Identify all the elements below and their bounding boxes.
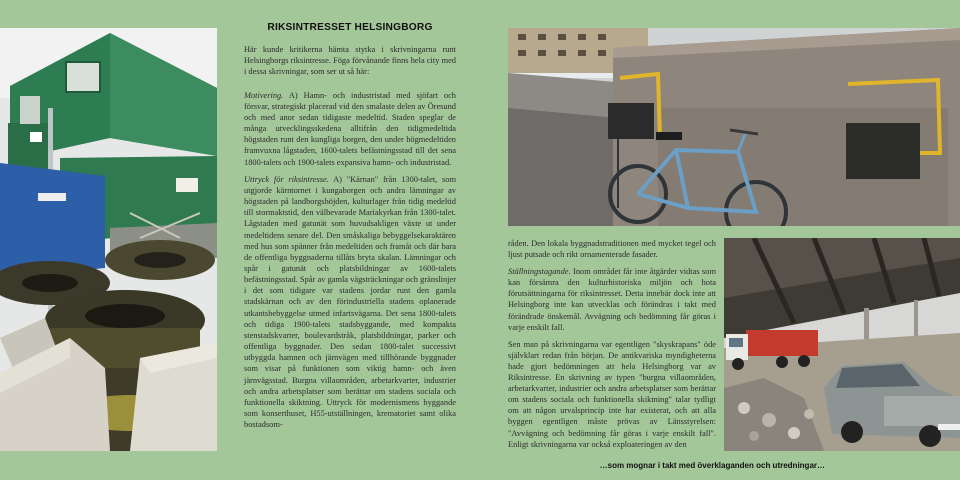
article-heading: RIKSINTRESSET HELSINGBORG [267,22,433,33]
motivering-lead: Motivering. [244,90,284,100]
article-column-left [244,22,456,436]
photo-bicycle-wall [508,28,960,226]
uttryck-paragraph [244,174,456,431]
analysis-paragraph: Sen man på skrivningarna var egentligen "skyskrapans" öde självklart redan från början. De antikvariska myndigheterna hade gjort bedömningen att hela Helsingborg var av Riksintresse. En skrivning av typen "burgna villaområden, arbetarkvarter, industrier och andra arbetsplatser som berättar om stadens sociala och funktionella skiktning" talar tydligt om att någon urvalsprincip inte har existerat, och att alla byggen egentligen måste prövas av Länsstyrelsen: "Avvägning och bedömning får göras i varje enskilt fall". Enligt skrivningarna var också exploateringen av den [508,339,716,449]
footer-caption: …som mognar i takt med överklaganden och utredningar… [599,461,825,470]
motivering-text: A) Hamn- och industristad med sjöfart och försvar, strategiskt placerad vid den smalaste delen av Öresund och med anor sedan tidigaste medeltid. Staden speglar de många utvecklingsskedena alltifrån den tidigmedeltida högstaden runt den kungliga borgen, den under högmedeltiden framvuxna lågstaden, 1600-talets befästningsstad till det sena 1800-talets och 1900-talets expansiva hamn- och industristad. [244,90,456,167]
stallningstagande-lead: Ställningstagande. [508,267,571,277]
continuation-paragraph: råden. Den lokala byggnadstraditionen med mycket tegel och ljust putsade och rikt ornamenterade fasader. [508,239,716,260]
stallningstagande-text: Inom området får inte åtgärder vidtas som kan försämra den kulturhistoriska miljön och hota förutsättningarna för riksintresset. Detta innebär dock inte att Helsingborg inte kan utvecklas och förändras i takt med förändrade önskemål. Avvägning och bedömning får göras i varje enskilt fall. [508,267,716,332]
motivering-paragraph [244,90,456,168]
article-column-right [508,238,716,456]
uttryck-lead: Uttryck för riksintresse. [244,174,329,184]
photo-bridge-truck-car [724,238,960,451]
photo-containers-tyres [0,28,217,451]
stallningstagande-paragraph [508,266,716,333]
intro-paragraph: Här kunde kritikerna hämta stytka i skrivningarna runt Helsingborgs riksintresse. Föga förvånande finns hela city med i dessa skrivningar, som ser ut så här: [244,45,456,77]
uttryck-text: A) "Kärnan" från 1300-talet, som utgjorde kärntornet i kungaborgen och andra lämningar av högstaden på landborgshöjden, kulturlager från tidig medeltid till stormaktstid, den välbevarade Mariakyrkan från 1300-talet. Lågstaden med gatunät som huvudsakligen växte ut under medeltidens senare del. Den småskaliga bebyggelsekaraktären med hus som spänner från medeltiden och framåt och där bara de offentliga byggnaderna tillåts bryta skalan. Lämningar och spår i gatunät och platsbildningar av 1600-talets befästningsstad. Spår av gamla vägsträckningar och gränslinjer i det som tidigare var stadens jordar runt den gamla stadskärnan och av den förindustriella stadens oplanerade utkantsbebyggelse utmed infartsvägarna. Det sena 1800-talets och tidiga 1900-talets stadsbyggande, med kompakta stenstadskvarter, boulevardstråk, platsbildningar, parker och offentliga byggnader. Den sedan 1800-talet successivt utbyggda hamnen och järnvägen med tillhörande byggnader som visar på funktionen som viktig hamn- och även järnvägsstad. Burgna villaområden, arbetarkvarter, industrier och andra arbetsplatser som berättar om stadens sociala och funktionella skiktning. Uttryck för modernismens byggande som konserthuset, H55-utställningen, krematoriet samt olika bostadsom- [244,174,456,430]
